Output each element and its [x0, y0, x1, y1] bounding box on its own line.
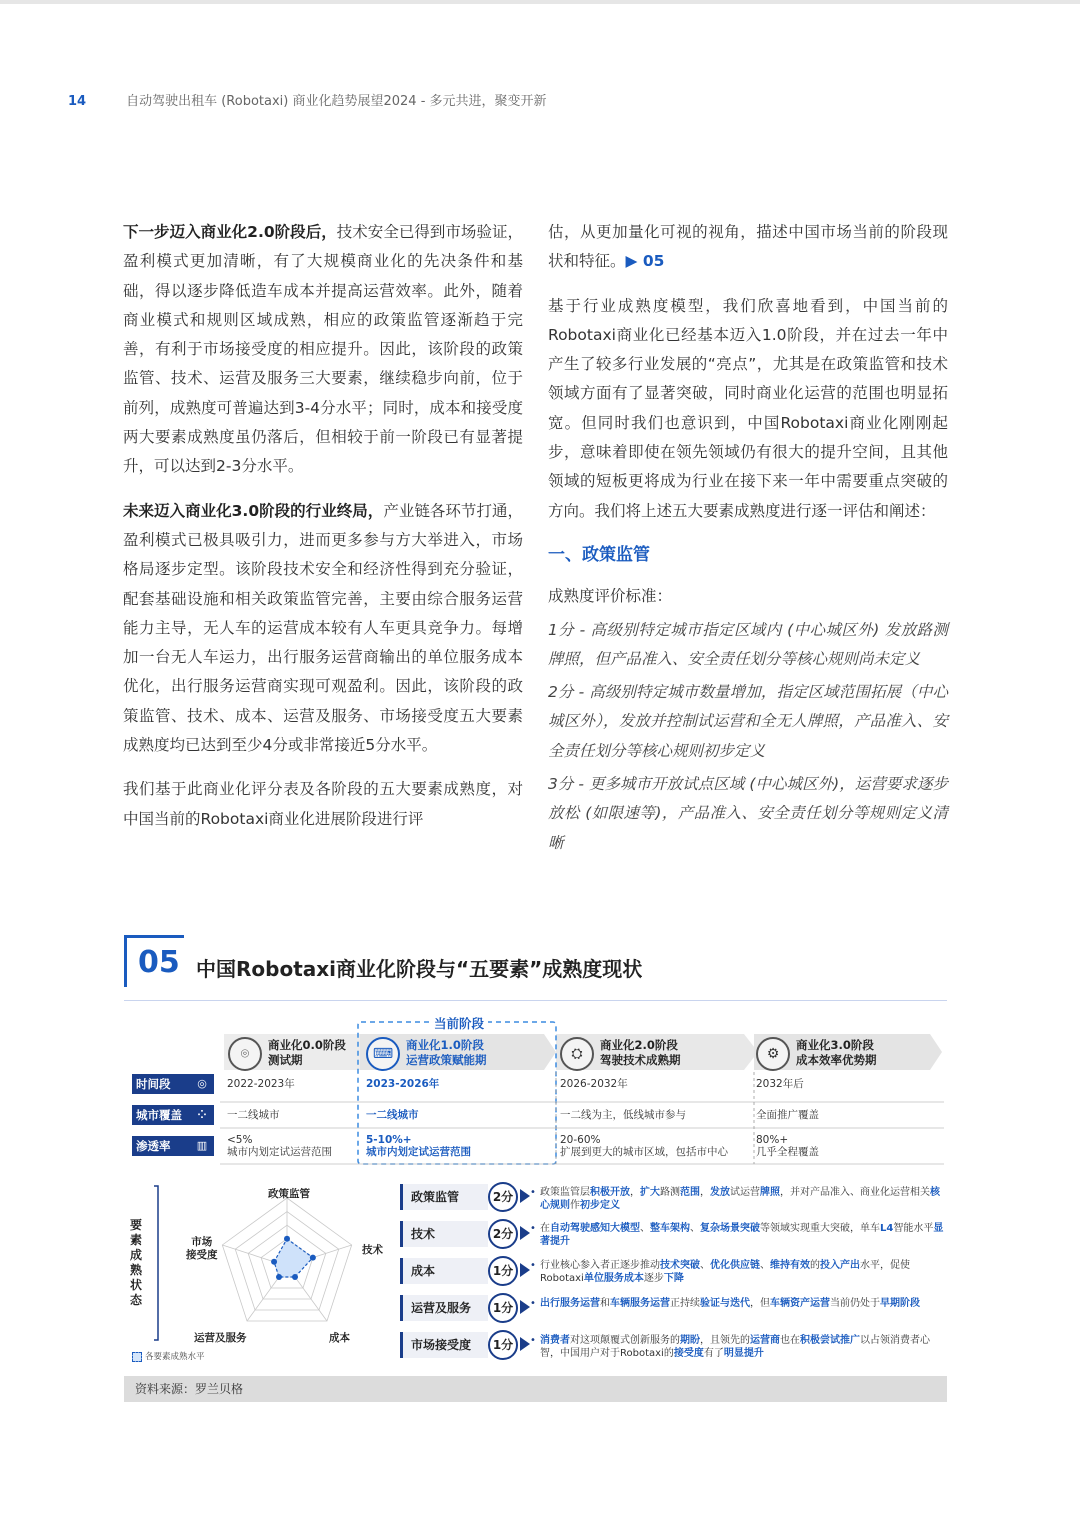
text-run: 明显提升: [723, 1348, 764, 1359]
row-label-penetration: [132, 1136, 214, 1156]
cell-pen-value: 5-10%+: [366, 1134, 412, 1146]
factor-score: 1分: [488, 1293, 518, 1323]
cell-pen-note: 城市内划定试运营范围: [227, 1146, 332, 1158]
stage-name: [600, 1038, 681, 1068]
factor-description: [530, 1334, 944, 1360]
stage-name-line: 运营政策赋能期: [406, 1053, 487, 1067]
radar-axis-label: 政策监管: [268, 1188, 310, 1200]
text-run: 路测: [660, 1187, 680, 1198]
radar-value-area: [274, 1239, 313, 1277]
radar-chart: [222, 1198, 351, 1321]
text-run: 投入产出: [820, 1260, 860, 1271]
section-title: 一、政策监管: [548, 544, 650, 565]
factor-description: [530, 1186, 944, 1212]
stage-glyph-icon: ⌾: [240, 1046, 250, 1062]
cell-years: 2032年后: [756, 1078, 804, 1090]
paragraph-lead: 下一步迈入商业化2.0阶段后，: [123, 223, 337, 241]
cell-coverage: 一二线城市: [366, 1109, 419, 1121]
text-run: 技术突破: [660, 1260, 700, 1271]
stage-icon: [560, 1037, 594, 1071]
row-label-time: [132, 1074, 214, 1094]
stage-icon: [228, 1037, 262, 1071]
text-run: 也在: [780, 1335, 800, 1346]
figure-reference-link[interactable]: ▶ 05: [625, 252, 665, 271]
stage-name: [268, 1038, 346, 1068]
row-label-city: [132, 1105, 214, 1125]
cell-years: 2022-2023年: [227, 1078, 295, 1090]
text-run: 等领域实现重大突破，单车: [760, 1223, 880, 1234]
stage-glyph-icon: ⌨: [372, 1046, 394, 1062]
text-run: ，且领先的: [700, 1335, 750, 1346]
text-run: 试运营: [730, 1187, 760, 1198]
paragraph-body: 我们基于此商业化评分表及各阶段的五大要素成熟度，对中国当前的Robotaxi商业化进展阶段进行评: [123, 780, 523, 828]
page-number: 14: [68, 94, 87, 109]
text-run: 出行服务运营: [540, 1298, 600, 1309]
dots-icon: ⁘: [197, 1108, 207, 1121]
factor-label: 市场接受度: [400, 1332, 488, 1358]
arrow-icon: [520, 1337, 530, 1351]
cell-penetration: [756, 1134, 819, 1158]
paragraph-lead: 未来迈入商业化3.0阶段的行业终局，: [123, 501, 384, 520]
text-run: 复杂场景突破: [700, 1223, 760, 1234]
cell-penetration: [366, 1134, 471, 1158]
figure-title-bar: [124, 935, 947, 1001]
row-label-text: 时间段: [136, 1077, 171, 1091]
cell-pen-value: 20-60%: [560, 1134, 601, 1146]
cell-pen-value: <5%: [227, 1134, 253, 1146]
paragraph-body: 估，从更加量化可视的视角，描述中国市场当前的阶段现状和特征。: [548, 223, 948, 271]
text-run: L4: [880, 1223, 894, 1234]
current-stage-label: 当前阶段: [430, 1014, 488, 1032]
stage-header: [366, 1032, 546, 1076]
text-run: 自动驾驶感知大模型: [550, 1223, 640, 1234]
text-run: 显著提升: [540, 1223, 944, 1247]
text-run: 核心规则: [540, 1187, 940, 1211]
bullet-icon: •: [530, 1187, 536, 1198]
criteria-item: 3分 - 更多城市开放试点区域 (中心城区外)，运营要求逐步放松 (如限速等)，产品准入、安全责任划分等规则定义清晰: [548, 775, 948, 852]
stage-name-line: 成本效率优势期: [796, 1053, 877, 1067]
text-run: 、: [690, 1223, 700, 1234]
cell-pen-note: 几乎全程覆盖: [756, 1146, 819, 1158]
paragraph: [548, 292, 948, 526]
stage-name: [796, 1038, 877, 1068]
text-run: 在: [540, 1223, 550, 1234]
factor-label: 运营及服务: [400, 1295, 488, 1321]
row-label-text: 渗透率: [136, 1139, 171, 1153]
text-run: 、: [640, 1223, 650, 1234]
text-run: 对这项颠覆式创新服务的: [570, 1335, 680, 1346]
factor-description: [530, 1259, 944, 1285]
text-run: 车辆资产运营: [770, 1298, 830, 1309]
text-run: 消费者: [540, 1335, 570, 1346]
cell-coverage: 一二线为主，低线城市参与: [560, 1109, 686, 1121]
right-column: [548, 218, 948, 862]
paragraph: [123, 497, 523, 761]
criteria-item: 2分 - 高级别特定城市数量增加，指定区域范围拓展（中心城区外），发放并控制试运营和全无人牌照，产品准入、安全责任划分等核心规则初步定义: [548, 683, 948, 760]
side-bracket: [154, 1186, 158, 1340]
stage-header: [228, 1032, 358, 1076]
radar-axis-label: [186, 1236, 218, 1262]
radar-axis-label: 技术: [362, 1244, 383, 1256]
bullet-icon: •: [530, 1223, 536, 1234]
radar-point: [284, 1236, 290, 1242]
text-run: ，并对产品准入、商业化运营相关: [780, 1187, 930, 1198]
stage-name-line: 商业化3.0阶段: [796, 1038, 874, 1052]
stage-name-line: 商业化1.0阶段: [406, 1038, 484, 1052]
running-title: 自动驾驶出租车 (Robotaxi) 商业化趋势展望2024 - 多元共进，聚变开新: [126, 94, 547, 109]
stage-name-line: 商业化0.0阶段: [268, 1038, 346, 1052]
text-run: 积极开放: [590, 1187, 630, 1198]
arrow-icon: [520, 1300, 530, 1314]
cell-years: 2023-2026年: [366, 1078, 440, 1090]
text-run: 验证与迭代: [700, 1298, 750, 1309]
text-run: 扩大: [640, 1187, 660, 1198]
text-run: 正持续: [670, 1298, 700, 1309]
cell-years: 2026-2032年: [560, 1078, 628, 1090]
running-header: [68, 90, 547, 109]
factor-label: 技术: [400, 1221, 488, 1247]
stage-name: [406, 1038, 487, 1068]
radar-point: [276, 1274, 282, 1280]
text-run: 下降: [663, 1273, 684, 1284]
text-run: 期盼: [680, 1335, 700, 1346]
text-run: 积极尝试推广: [800, 1335, 860, 1346]
text-run: 、: [760, 1260, 770, 1271]
factor-label: 政策监管: [400, 1184, 488, 1210]
stage-icon: [756, 1037, 790, 1071]
cell-pen-value: 80%+: [756, 1134, 789, 1146]
stage-name-line: 商业化2.0阶段: [600, 1038, 678, 1052]
stage-icon: [366, 1037, 400, 1071]
cell-pen-note: 扩展到更大的城市区域，包括市中心: [560, 1146, 728, 1158]
text-run: ，: [700, 1187, 710, 1198]
radar-point: [310, 1255, 316, 1261]
factor-score: 1分: [488, 1256, 518, 1286]
clock-icon: ◎: [197, 1077, 207, 1090]
radar-axis-label-line: 市场: [191, 1236, 213, 1248]
legend-text: 各要素成熟水平: [145, 1352, 205, 1362]
stage-glyph-icon: ⚙: [766, 1046, 780, 1062]
text-run: 发放: [710, 1187, 730, 1198]
text-run: 初步定义: [580, 1200, 620, 1211]
text-run: 单位服务成本: [583, 1273, 644, 1284]
radar-axis-label-line: 接受度: [186, 1249, 218, 1261]
cell-penetration: [560, 1134, 728, 1158]
radar-axis-label: 成本: [329, 1332, 350, 1344]
stage-name-line: 驾驶技术成熟期: [600, 1053, 681, 1067]
figure-title: 中国Robotaxi商业化阶段与“五要素”成熟度现状: [196, 957, 643, 981]
text-run: 牌照: [760, 1187, 780, 1198]
paragraph-body: 技术安全已得到市场验证，盈利模式更加清晰，有了大规模商业化的先决条件和基础，得以逐步降低造车成本并提高运营效率。此外，随着商业模式和规则区域成熟，相应的政策监管逐渐趋于完善，有利于市场接受度的相应提升。因此，该阶段的政策监管、技术、运营及服务三大要素，继续稳步向前，位于前列，成熟度可普遍达到3-4分水平；同时，成本和接受度两大要素成熟度虽仍落后，但相较于前一阶段已有显著提升，可以达到2-3分水平。: [123, 223, 523, 476]
text-run: 以占领消费者心智，中国用户对于Robotaxi的: [540, 1335, 930, 1359]
text-run: 政策监管层: [540, 1187, 590, 1198]
radar-point: [292, 1274, 298, 1280]
bullet-icon: •: [530, 1335, 536, 1346]
factor-score: 2分: [488, 1182, 518, 1212]
row-label-text: 城市覆盖: [136, 1108, 182, 1122]
text-run: 逐步: [643, 1273, 664, 1284]
figure-source: 资料来源：罗兰贝格: [124, 1376, 947, 1402]
stage-name-line: 测试期: [268, 1053, 303, 1067]
paragraph-body: 产业链各环节打通，盈利模式已极具吸引力，进而更多参与方大举进入，市场格局逐步定型。该阶段技术安全和经济性得到充分验证，配套基础设施和相关政策监管完善，主要由综合服务运营能力主导，无人车的运营成本较有人车更具竞争力。每增加一台无人车运力，出行服务运营商输出的单位服务成本优化，出行服务运营商实现可观盈利。因此，该阶段的政策监管、技术、成本、运营及服务、市场接受度五大要素成熟度均已达到至少4分或非常接近5分水平。: [123, 501, 523, 755]
arrow-icon: [520, 1189, 530, 1203]
criteria-label: 成熟度评价标准：: [548, 587, 673, 606]
factor-description: [530, 1222, 944, 1248]
text-run: 有了: [703, 1348, 724, 1359]
text-run: ，但: [750, 1298, 770, 1309]
left-column: [123, 218, 523, 849]
factor-score: 2分: [488, 1219, 518, 1249]
bullet-icon: •: [530, 1298, 536, 1309]
radar-legend: [132, 1350, 205, 1362]
paragraph-body: 基于行业成熟度模型，我们欣喜地看到，中国当前的Robotaxi商业化已经基本迈入1.0阶段，并在过去一年中产生了较多行业发展的“亮点”，尤其是在政策监管和技术领域方面有了显著突破，同时商业化运营的范围也明显拓宽。但同时我们也意识到，中国Robotaxi商业化刚刚起步，意味着即使在领先领域仍有很大的提升空间，且其他领域的短板更将成为行业在接下来一年中需要重点突破的方向。我们将上述五大要素成熟度进行逐一评估和阐述：: [548, 296, 948, 520]
text-run: 的: [810, 1260, 820, 1271]
text-run: 车辆服务运营: [610, 1298, 670, 1309]
text-run: 运营商: [750, 1335, 780, 1346]
text-run: ，: [630, 1187, 640, 1198]
text-run: 和: [600, 1298, 610, 1309]
text-run: 水平，促使Robotaxi: [540, 1260, 910, 1284]
cell-penetration: [227, 1134, 332, 1158]
stage-header: [560, 1032, 740, 1076]
bullet-icon: •: [530, 1260, 536, 1271]
text-run: 智能水平: [893, 1223, 934, 1234]
text-run: 作: [570, 1200, 580, 1211]
text-run: 行业核心参入者正逐步推动: [540, 1260, 660, 1271]
arrow-icon: [520, 1226, 530, 1240]
paragraph: [548, 218, 948, 277]
text-run: 、: [700, 1260, 710, 1271]
text-run: 当前仍处于: [830, 1298, 880, 1309]
paragraph: [123, 775, 523, 834]
text-run: 早期阶段: [880, 1298, 920, 1309]
text-run: 接受度: [673, 1348, 704, 1359]
factor-label: 成本: [400, 1258, 488, 1284]
stage-header: [756, 1032, 936, 1076]
factor-description: [530, 1297, 944, 1310]
radar-point: [271, 1259, 277, 1265]
arrow-icon: [520, 1263, 530, 1277]
text-run: 整车架构: [650, 1223, 690, 1234]
radar-axis-label: 运营及服务: [194, 1332, 247, 1344]
text-run: 优化供应链: [710, 1260, 760, 1271]
bar-chart-icon: ▥: [196, 1139, 208, 1152]
text-run: 范围: [680, 1187, 700, 1198]
cell-coverage: 全面推广覆盖: [756, 1109, 819, 1121]
top-rule: [0, 0, 1080, 4]
figure-body: [124, 1010, 947, 1370]
paragraph: [123, 218, 523, 482]
side-label: 要素成熟状态: [130, 1218, 143, 1307]
figure-number: 05: [138, 945, 180, 980]
stage-glyph-icon: ⛭: [571, 1046, 583, 1062]
factor-score: 1分: [488, 1330, 518, 1360]
criteria-item: 1分 - 高级别特定城市指定区域内 (中心城区外) 发放路测牌照，但产品准入、安全责任划分等核心规则尚未定义: [548, 620, 948, 668]
cell-pen-note: 城市内划定试运营范围: [366, 1146, 471, 1158]
cell-coverage: 一二线城市: [227, 1109, 280, 1121]
text-run: 维持有效: [770, 1260, 810, 1271]
legend-swatch: [132, 1352, 142, 1362]
